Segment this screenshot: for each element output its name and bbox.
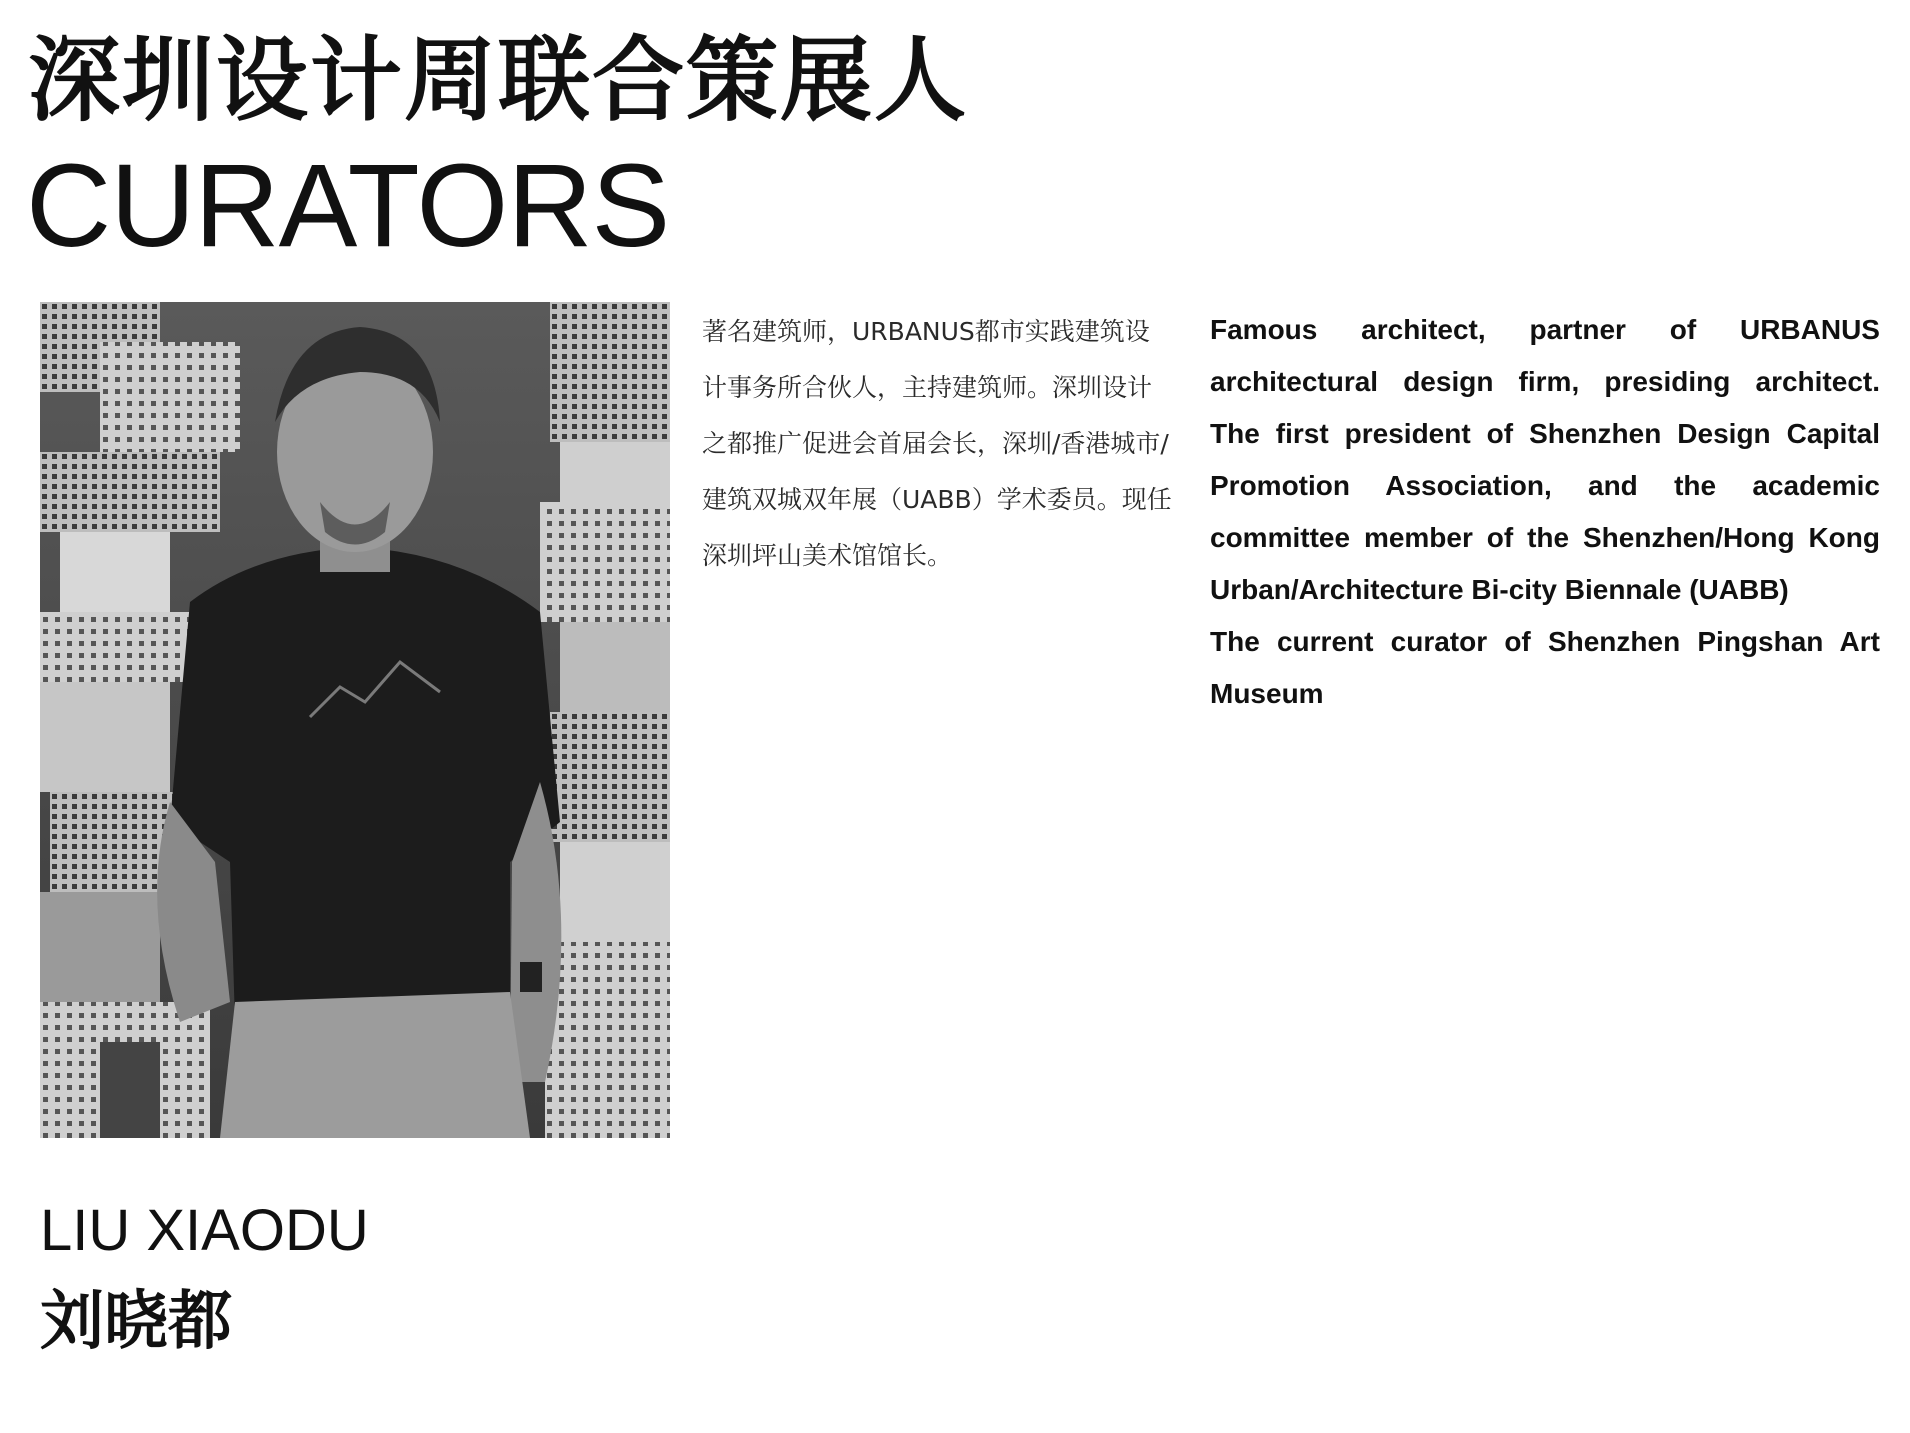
bio-en-line: committee member of the Shenzhen/Hong Kong: [1210, 522, 1880, 553]
bio-en-line: Famous architect, partner of URBANUS: [1210, 314, 1880, 345]
bio-en-line: Museum: [1210, 678, 1324, 709]
bio-en-line: The current curator of Shenzhen Pingshan Art: [1210, 626, 1880, 657]
curator-name-zh: 刘晓都: [40, 1285, 232, 1359]
curator-bio-en: [1210, 304, 1880, 720]
curator-bio-zh: 著名建筑师，URBANUS都市实践建筑设计事务所合伙人，主持建筑师。深圳设计之都推广促进会首届会长，深圳/香港城市/建筑双城双年展（UABB）学术委员。现任深圳坪山美术馆馆长。: [702, 317, 1172, 570]
bio-en-line: Promotion Association, and the academic: [1210, 470, 1880, 501]
bio-en-line: The first president of Shenzhen Design Capital: [1210, 418, 1880, 449]
page-title-en: CURATORS: [26, 140, 670, 272]
curator-name-en: LIU XIAODU: [40, 1198, 369, 1263]
page-title-zh: 深圳设计周联合策展人: [28, 27, 969, 134]
bio-en-line: architectural design firm, presiding architect.: [1210, 366, 1880, 397]
bio-en-line: Urban/Architecture Bi-city Biennale (UABB): [1210, 574, 1789, 605]
curator-portrait: [40, 302, 670, 1138]
portrait-photo: [40, 302, 670, 1138]
